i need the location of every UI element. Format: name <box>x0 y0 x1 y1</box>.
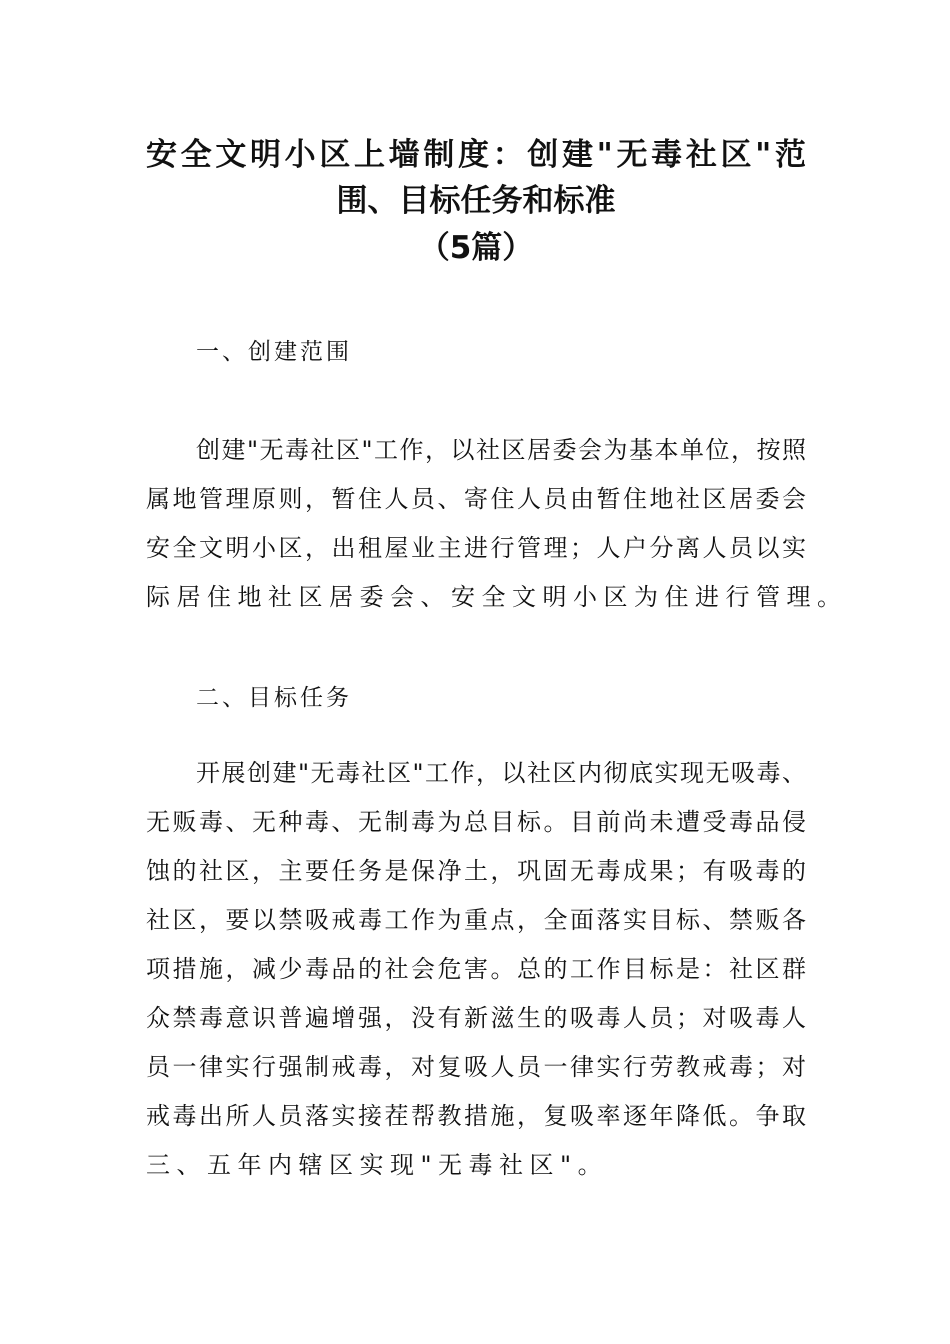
paragraph-line: 无贩毒、无种毒、无制毒为总目标。目前尚未遭受毒品侵 <box>146 808 806 836</box>
paragraph-line: 安全文明小区，出租屋业主进行管理；人户分离人员以实 <box>146 534 806 562</box>
paragraph-line: 属地管理原则，暂住人员、寄住人员由暂住地社区居委会 <box>146 485 806 513</box>
section-heading-goals: 二、目标任务 <box>196 685 352 711</box>
paragraph-line: 蚀的社区，主要任务是保净土，巩固无毒成果；有吸毒的 <box>146 857 806 885</box>
section-heading-scope: 一、创建范围 <box>196 339 352 365</box>
paragraph-line: 开展创建"无毒社区"工作，以社区内彻底实现无吸毒、 <box>196 759 806 787</box>
paragraph-line: 三、五年内辖区实现"无毒社区"。 <box>146 1151 609 1179</box>
paragraph-line: 员一律实行强制戒毒，对复吸人员一律实行劳教戒毒；对 <box>146 1053 806 1081</box>
paragraph-line: 项措施，减少毒品的社会危害。总的工作目标是：社区群 <box>146 955 806 983</box>
paragraph-line: 社区，要以禁吸戒毒工作为重点，全面落实目标、禁贩各 <box>146 906 806 934</box>
paragraph-line: 众禁毒意识普遍增强，没有新滋生的吸毒人员；对吸毒人 <box>146 1004 806 1032</box>
document-title-line-1: 安全文明小区上墙制度：创建"无毒社区"范 <box>146 137 806 173</box>
paragraph-line: 创建"无毒社区"工作，以社区居委会为基本单位，按照 <box>196 436 806 464</box>
paragraph-line: 际居住地社区居委会、安全文明小区为住进行管理。 <box>146 583 848 611</box>
paragraph-line: 戒毒出所人员落实接茬帮教措施，复吸率逐年降低。争取 <box>146 1102 806 1130</box>
document-title-line-2: 围、目标任务和标准 <box>336 183 616 219</box>
document-title-line-3: （5篇） <box>418 230 534 266</box>
